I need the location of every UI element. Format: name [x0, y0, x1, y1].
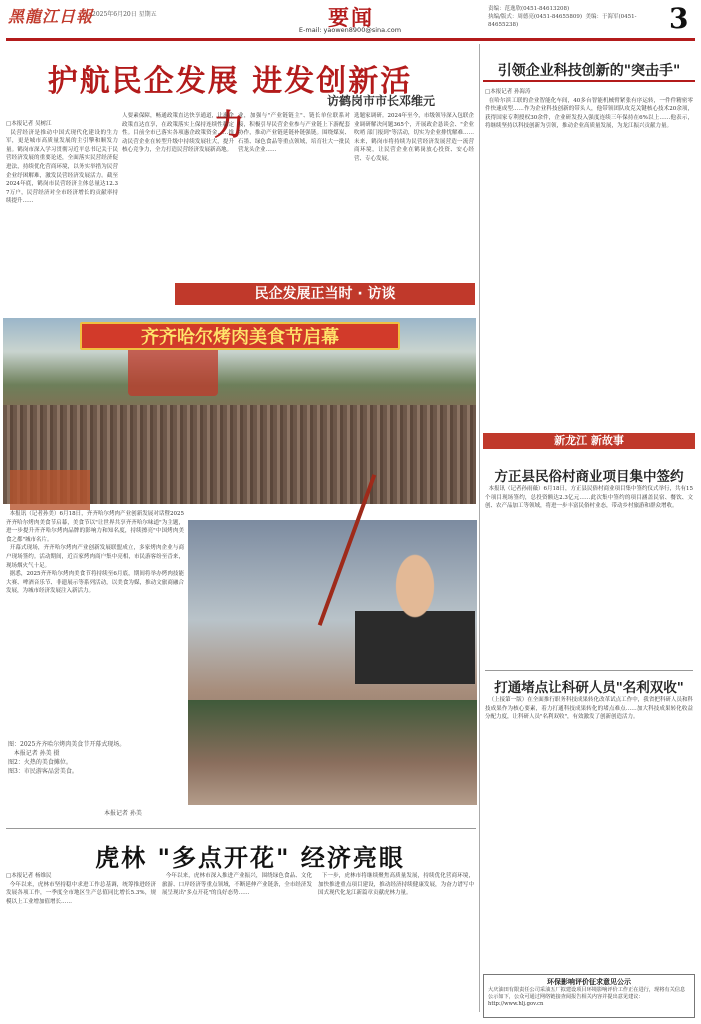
newspaper-logo: 黑龍江日報 [8, 7, 94, 26]
section-banner: 民企发展正当时 · 访谈 [175, 283, 475, 305]
masthead [0, 0, 701, 40]
bottom-column-1: □本报记者 杨维民 今年以来，虎林市坚持稳中求进工作总基调，统筹推进经济发展各项工作，一季度全市地区生产总值同比增长5.3%，规模以上工业增加值增长…… [6, 873, 156, 905]
lead-column-4: 选题家调研。2024年至今，市级领导深入包联企业调研解决问题365个，开展政企恳谈会、"企业吹哨 部门报到"等活动，切实为企业排忧解难……未来，鹤岗市将持续为民营经济发展营造一流营商环境，让民营企业在鹤岗放心投资、安心经营、专心发展。 [354, 113, 474, 162]
right-headline-3: 打通堵点让科研人员"名利双收" [494, 680, 684, 696]
bottom-column-2: 今年以来，虎林市深入推进产业振兴，围绕绿色食品、文化旅游、口岸经济等重点领域，不断延伸产业链条，全市经济发展呈现出"多点开花"的良好态势…… [162, 873, 312, 897]
section-email: E-mail: yaowen8900@sina.com [298, 26, 402, 34]
lead-subhead: 访鹤岗市市长邓维元 [326, 94, 435, 108]
vendor-person-image [355, 544, 475, 684]
right-divider [485, 670, 693, 671]
right-headline-1: 引领企业科技创新的"突击手" [497, 63, 681, 79]
right-article-3: （上接第一版）在全面推行职务科技成果转化改革试点工作中，我省把科研人员和科技成果作为核心要素，着力打通科技成果转化的堵点难点……加大科技成果转化收益分配力度，让科研人员"名利双收"，有效激发了创新创造活力。 [485, 697, 693, 721]
diners-photo [188, 700, 477, 805]
bottom-column-3: 下一步，虎林市将继续聚焦高质量发展，持续优化营商环境，加快推进重点项目建设，推动经济持续健康发展，为奋力谱写中国式现代化龙江新篇章贡献虎林力量。 [318, 873, 474, 897]
section-divider [6, 828, 476, 829]
lead-column-1: □本报记者 吴树江 民营经济是推动中国式现代化建设的生力军，更是城市高质量发展的主引擎和顺发力量。鹤岗市深入学习贯彻习近平总书记关于民营经济发展的重要论述，全面落实民营经济促进法，持续优化营商环境，以务实举措为民营企业纾困解难，激发民营经济发展活力。截至2024年底，鹤岗市民营经济主体总量达12.37万户，民营经济对全市经济增长的贡献率持续提升…… [6, 121, 118, 205]
feature-article: 本报讯（记者孙美）6月18日，齐齐哈尔烤肉产业创新发展对话暨2025齐齐哈尔烤肉美食节启幕，美食节以"让世界共享齐齐哈尔味道"为主题，进一步提升齐齐哈尔烤肉品牌的影响力和知名度，持续擦亮"中国烤肉美食之都"城市名片。 开幕式现场，齐齐哈尔烤肉产业创新发展联盟成立，多家烤肉企业与商户现场签约。活动期间，近百家烤肉商户集中亮相，市民游客纷至沓来，现场烟火气十足。 据悉，2025齐齐哈尔烤肉美食节将持续至6月底，期间将举办烤肉技能大赛、啤酒音乐节、非遗展示等系列活动，以美食为媒，推动文旅商融合发展，为城市经济发展注入新活力。 [6, 511, 184, 595]
notice-box [483, 974, 695, 1018]
festival-stage [128, 346, 218, 396]
photo-caption: 图：2025齐齐哈尔烤肉美食节开幕式现场。 本报记者 孙美 摄 图2：火热的美食摊位。 图3：市民游客品尝美食。 [8, 741, 126, 775]
page-number: 3 [669, 2, 689, 35]
photo-byline: 本报记者 孙美 [104, 810, 142, 817]
notice-title: 环保影响评价征求意见公示 [547, 978, 631, 986]
right-article-2: 本报讯（记者孙雨薇）6月18日，方正县民俗村商业项目集中签约仪式举行，共有15个项目现场签约，总投资额达2.3亿元……此次集中签约的项目涵盖民宿、餐饮、文创、农产品加工等领域，将进一步丰富民俗村业态，带动乡村旅游和群众增收。 [485, 486, 693, 510]
section-title: 要闻 [328, 5, 374, 30]
photo-title: 齐齐哈尔烤肉美食节启幕 [80, 322, 400, 350]
right-headline-2: 方正县民俗村商业项目集中签约 [494, 469, 684, 485]
notice-text: 大庆油田有限责任公司采油五厂拟建设项目环境影响评价工作正在进行，现将有关信息公示如下，公众可通过网络链接查阅报告相关内容并提出意见建议：http://www.hlj.gov.cn [488, 987, 686, 1008]
editor-credits: 责编：范逸欣(0451-84613208) 执编/版式：周德亮(0451-84655809) 美编：于海军(0451-84655238) [488, 6, 637, 28]
right-headline-rule [483, 80, 695, 82]
right-section-banner: 新龙江 新故事 [483, 433, 695, 449]
issue-date: 2025年6月20日 星期五 [92, 11, 157, 18]
lead-column-2: 人要素保障，畅通政策直达快享通道，让惠企政策直达直享，在政策落实上保持连续性稳定性。目前全市已落实各项惠企政策资金……推动民营企业在转型升级中持续发展壮大，提升核心竞争力，全力打造民营经济发展新高地。 [122, 113, 234, 154]
masthead-rule [6, 38, 695, 41]
column-rule [479, 44, 480, 1012]
right-article-1: □本报记者 孙海涛 在哈尔滨工联的企业智能化车间，40多台智能机械臂紧张有序运转，一件件精密零件快速成型……作为企业科技创新的带头人，他带领团队攻克关键核心技术20余项，获得国家专利授权30余件，企业研发投入强度连续三年保持在6%以上……他表示，将继续坚持以科技创新为引领，推动企业高质量发展，为龙江振兴贡献力量。 [485, 89, 693, 130]
lead-column-3: 业，加强与"产业链链主"、链长单位联系对接，积极引导民营企业参与产业链上下游配套协作，推动产业链延链补链强链。围绕煤炭、石墨、绿色食品等重点领域，培育壮大一批民营龙头企业…… [238, 113, 350, 154]
lead-headline: 护航民企发展 进发创新活力 [47, 64, 413, 143]
bottom-headline: 虎林 "多点开花" 经济亮眼 [95, 844, 405, 872]
festival-tents [10, 470, 90, 510]
